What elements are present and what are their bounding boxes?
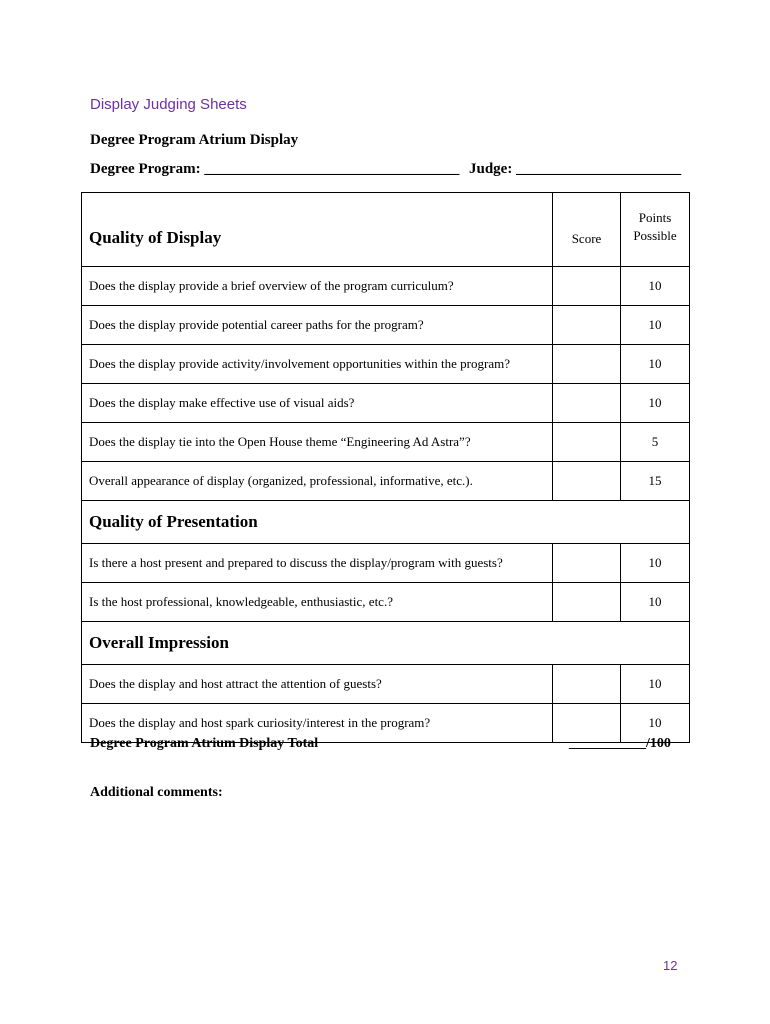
score-cell[interactable] <box>553 583 621 622</box>
points-cell: 10 <box>621 345 690 384</box>
table-row <box>82 384 690 423</box>
points-cell: 10 <box>621 267 690 306</box>
question-cell: Is there a host present and prepared to discuss the display/program with guests? <box>82 544 553 583</box>
page-number: 12 <box>663 958 678 973</box>
table-row <box>82 306 690 345</box>
table-row <box>82 345 690 384</box>
score-cell[interactable] <box>553 462 621 501</box>
points-cell: 5 <box>621 423 690 462</box>
score-cell[interactable] <box>553 544 621 583</box>
question-cell: Does the display tie into the Open House theme “Engineering Ad Astra”? <box>82 423 553 462</box>
score-column-header: Score <box>553 193 621 267</box>
section-heading: Display Judging Sheets <box>90 96 247 113</box>
section-header-row <box>82 622 690 665</box>
score-cell[interactable] <box>553 384 621 423</box>
table-row <box>82 462 690 501</box>
total-label: Degree Program Atrium Display Total <box>90 736 319 751</box>
table-row <box>82 267 690 306</box>
points-column-header <box>621 193 690 267</box>
points-cell: 10 <box>621 384 690 423</box>
points-cell: 10 <box>621 665 690 704</box>
score-cell[interactable] <box>553 665 621 704</box>
points-cell: 10 <box>621 583 690 622</box>
score-cell[interactable] <box>553 423 621 462</box>
section-title: Quality of Presentation <box>82 501 690 544</box>
section-title: Overall Impression <box>82 622 690 665</box>
points-cell: 10 <box>621 544 690 583</box>
question-cell: Does the display and host spark curiosity/interest in the program? <box>82 704 553 743</box>
table-header-row <box>82 193 690 267</box>
judge-field[interactable]: Judge: ______________________ <box>469 161 682 177</box>
question-cell: Is the host professional, knowledgeable, enthusiastic, etc.? <box>82 583 553 622</box>
points-cell: 15 <box>621 462 690 501</box>
table-row <box>82 544 690 583</box>
section-header-row <box>82 501 690 544</box>
table-row <box>82 423 690 462</box>
degree-program-field[interactable]: Degree Program: __________________________________ <box>90 161 460 177</box>
additional-comments-label: Additional comments: <box>90 785 223 800</box>
question-cell: Does the display provide activity/involvement opportunities within the program? <box>82 345 553 384</box>
question-cell: Does the display make effective use of visual aids? <box>82 384 553 423</box>
question-cell: Overall appearance of display (organized, professional, informative, etc.). <box>82 462 553 501</box>
question-cell: Does the display provide potential career paths for the program? <box>82 306 553 345</box>
score-cell[interactable] <box>553 306 621 345</box>
points-cell: 10 <box>621 306 690 345</box>
table-row <box>82 665 690 704</box>
section-title: Quality of Display <box>82 193 553 267</box>
score-cell[interactable] <box>553 267 621 306</box>
points-header-line2: Possible <box>633 227 677 243</box>
question-cell: Does the display and host attract the attention of guests? <box>82 665 553 704</box>
table-row <box>82 583 690 622</box>
judging-table <box>81 192 690 743</box>
sheet-title: Degree Program Atrium Display <box>90 132 299 148</box>
question-cell: Does the display provide a brief overview of the program curriculum? <box>82 267 553 306</box>
total-score-field[interactable]: ___________/100 <box>569 736 671 751</box>
points-cell: 10 <box>621 704 690 743</box>
points-header-line1: Points <box>638 209 672 225</box>
score-cell[interactable] <box>553 345 621 384</box>
